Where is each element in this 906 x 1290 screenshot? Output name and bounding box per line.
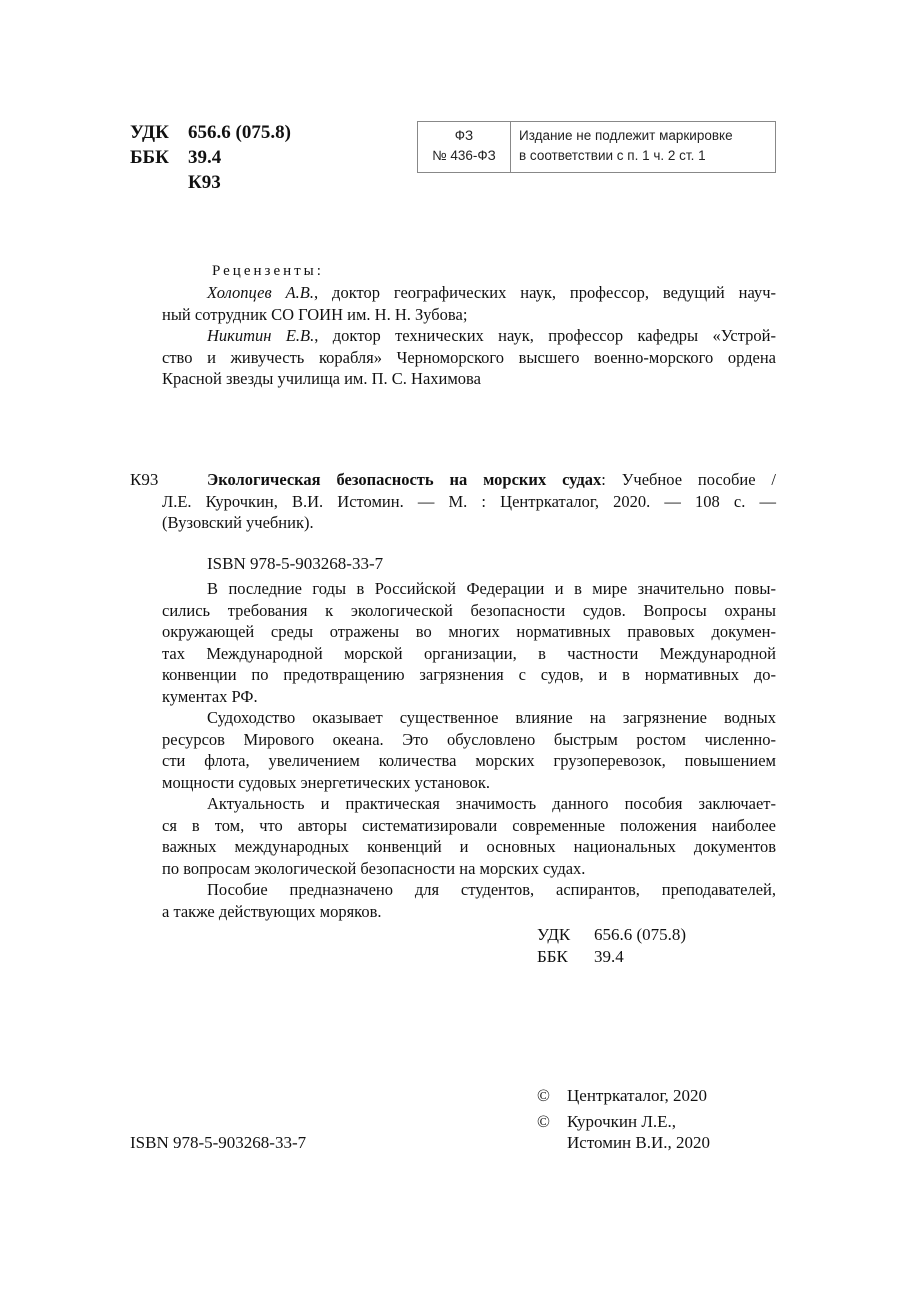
udk-label: УДК xyxy=(130,122,169,143)
footer-udk-label: УДК xyxy=(537,925,571,944)
reviewer-1-line-2: ный сотрудник СО ГОИН им. Н. Н. Зубова; xyxy=(162,304,468,324)
p4-line: Пособие предназначено для студентов, аспирантов, преподавателей, xyxy=(207,880,776,899)
copyright-authors-line-1: Курочкин Л.Е., xyxy=(567,1112,677,1131)
p2-line: сти флота, увеличением количества морских грузоперевозок, повышением xyxy=(162,751,776,770)
p3-line: важных международных конвенций и основных национальных документов xyxy=(162,837,776,856)
p3-line: по вопросам экологической безопасности на морских судах. xyxy=(162,858,586,878)
reviewer-2-line-2: ство и живучесть корабля» Черноморского высшего военно-морского ордена xyxy=(162,347,776,367)
footer-bbk-label: ББК xyxy=(537,947,568,966)
p2-line: Судоходство оказывает существенное влияние на загрязнение водных xyxy=(207,708,776,727)
reviewer-1-name: Холопцев А.В. xyxy=(207,283,314,302)
p1-line: конвенции по предотвращению загрязнения с судов, и в нормативных до- xyxy=(162,665,776,684)
p1-line: окружающей среды отражены во многих нормативных правовых докумен- xyxy=(162,622,776,641)
p2-line: ресурсов Мирового океана. Это обусловлено быстрым ростом численно- xyxy=(162,729,776,749)
reviewer-2-line-3: Красной звезды училища им. П. С. Нахимова xyxy=(162,369,481,388)
bbk-label: ББК xyxy=(130,147,169,168)
footer-codes xyxy=(537,924,737,968)
reviewer-2-name: Никитин Е.В. xyxy=(207,326,315,345)
reviewer-2-line-1 xyxy=(162,325,776,347)
bottom-isbn: ISBN 978-5-903268-33-7 xyxy=(130,1133,307,1152)
law-cell xyxy=(418,122,511,172)
catalog-entry xyxy=(162,469,776,534)
reviewer-1-text-1: , доктор географических наук, профессор, ведущий науч- xyxy=(313,283,777,302)
book-subtitle: : Учебное пособие / xyxy=(601,470,776,489)
abstract-paragraph-4 xyxy=(162,879,776,922)
reviewers-block xyxy=(162,282,776,390)
copyright-publisher: Центркаталог, 2020 xyxy=(567,1086,708,1105)
p1-line: тах Международной морской организации, в частности Международной xyxy=(162,643,776,663)
law-line-1: ФЗ xyxy=(454,128,474,143)
copyright-authors-line-2: Истомин В.И., 2020 xyxy=(567,1133,711,1152)
abstract xyxy=(162,578,776,922)
p3-line: Актуальность и практическая значимость данного пособия заключает- xyxy=(207,794,776,813)
footer-udk-value: 656.6 (075.8) xyxy=(594,925,687,944)
p1-line: кументах РФ. xyxy=(162,686,258,706)
catalog-mark: К93 xyxy=(130,470,159,489)
p1-line: сились требования к экологической безопасности судов. Вопросы охраны xyxy=(162,600,776,620)
copyright-icon: © xyxy=(537,1086,550,1105)
bbk-value: 39.4 xyxy=(188,147,222,168)
catalog-line-2: Л.Е. Курочкин, В.И. Истомин. — М. : Центркаталог, 2020. — 108 с. — xyxy=(162,491,776,511)
p2-line: мощности судовых энергетических установок. xyxy=(162,772,491,792)
abstract-paragraph-3 xyxy=(162,793,776,879)
p3-line: ся в том, что авторы систематизировали современные положения наиболее xyxy=(162,815,776,835)
footer-bbk-value: 39.4 xyxy=(594,947,624,966)
reviewers-heading: Рецензенты: xyxy=(212,263,324,279)
udk-value: 656.6 (075.8) xyxy=(188,122,291,143)
abstract-paragraph-1 xyxy=(162,578,776,707)
law-line-2: № 436-ФЗ xyxy=(432,148,496,163)
copyright-icon: © xyxy=(537,1112,550,1131)
note-cell xyxy=(511,122,775,172)
catalog-line-3: (Вузовский учебник). xyxy=(162,513,314,532)
catalog-isbn: ISBN 978-5-903268-33-7 xyxy=(207,554,384,573)
catalog-line-1 xyxy=(162,469,776,491)
p4-line: а также действующих моряков. xyxy=(162,901,382,921)
udk-header xyxy=(130,120,390,195)
note-line-2: в соответствии с п. 1 ч. 2 ст. 1 xyxy=(519,148,706,163)
copyright-block xyxy=(537,1085,777,1155)
note-line-1: Издание не подлежит маркировке xyxy=(519,128,733,143)
reviewer-1-line-1 xyxy=(162,282,776,304)
book-title: Экологическая безопасность на морских судах xyxy=(207,470,602,489)
abstract-paragraph-2 xyxy=(162,707,776,793)
age-marking-box xyxy=(417,121,776,173)
reviewer-2-text-1: , доктор технических наук, профессор кафедры «Устрой- xyxy=(314,326,776,345)
author-mark: К93 xyxy=(188,172,221,193)
p1-line: В последние годы в Российской Федерации и в мире значительно повы- xyxy=(207,579,776,598)
